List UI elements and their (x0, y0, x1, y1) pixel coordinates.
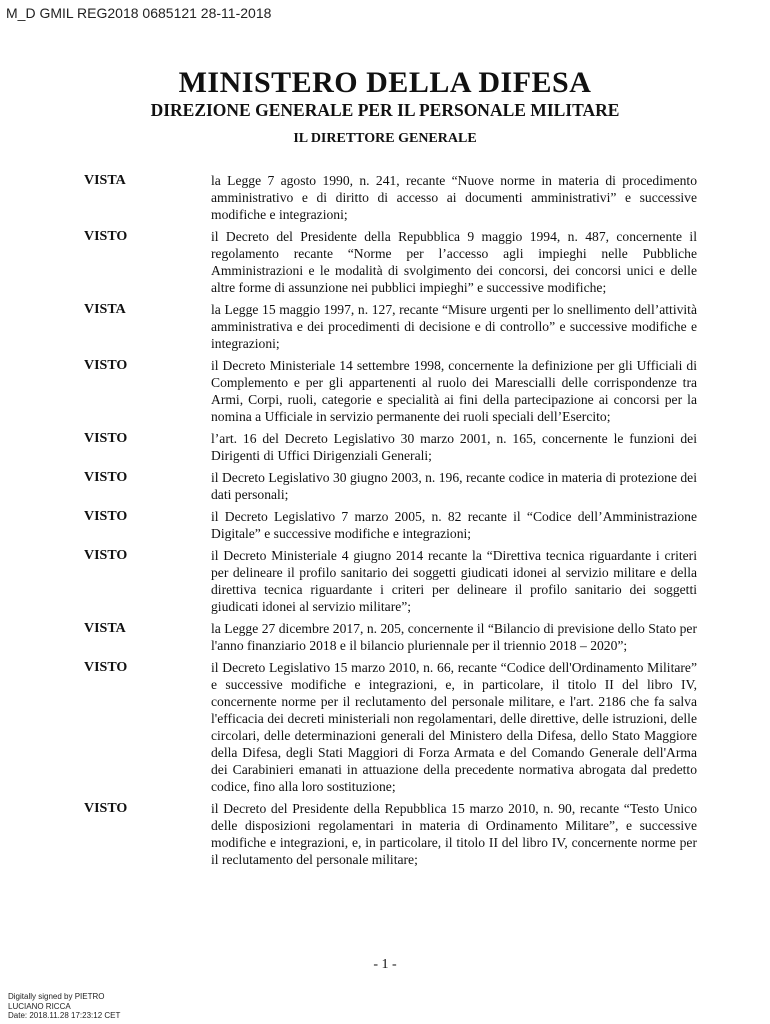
clause-text: la Legge 15 maggio 1997, n. 127, recante “Misure urgenti per lo snellimento dell’attività amministrativa e dei procedimenti di decisione e di controllo” e successive modifiche e integrazioni; (211, 302, 697, 351)
clause-label: VISTA (84, 302, 126, 317)
clause-text: il Decreto Legislativo 7 marzo 2005, n. 82 recante il “Codice dell’Amministrazione Digitale” e successive modifiche e integrazioni; (211, 509, 697, 541)
clause-item (84, 800, 697, 868)
clause-item (84, 301, 697, 352)
clause-item (84, 620, 697, 654)
clause-label: VISTO (84, 470, 128, 485)
ministry-title: MINISTERO DELLA DIFESA (178, 66, 592, 99)
clause-text: il Decreto del Presidente della Repubblica 9 maggio 1994, n. 487, concernente il regolamento recante “Norme per l’accesso agli impieghi nelle Pubbliche Amministrazioni e le modalità di svolgimento dei concorsi, dei concorsi unici e delle altre forme di assunzione nei pubblici impieghi” e successive modifiche; (211, 229, 697, 295)
clause-label: VISTA (84, 173, 126, 188)
clause-text: il Decreto Ministeriale 4 giugno 2014 recante la “Direttiva tecnica riguardante i criteri per delineare il profilo sanitario dei soggetti giudicati idonei al servizio militare e della direttiva tecnica riguardante i criteri per delineare il profilo sanitario dei soggetti giudicati idonei al servizio militare”; (211, 548, 697, 614)
clause-label: VISTO (84, 431, 128, 446)
clause-item (84, 547, 697, 615)
signature-line: Date: 2018.11.28 17:23:12 CET (8, 1011, 121, 1020)
clause-label: VISTO (84, 358, 128, 373)
clause-label: VISTO (84, 229, 128, 244)
clause-item (84, 357, 697, 425)
clause-label: VISTO (84, 548, 128, 563)
clause-text: l’art. 16 del Decreto Legislativo 30 marzo 2001, n. 165, concernente le funzioni dei Dirigenti di Uffici Dirigenziali Generali; (211, 431, 697, 463)
clause-item (84, 659, 697, 795)
directorate-title: DIREZIONE GENERALE PER IL PERSONALE MILITARE (150, 100, 620, 120)
signature-line: LUCIANO RICCA (8, 1001, 71, 1011)
clause-text: il Decreto Ministeriale 14 settembre 1998, concernente la definizione per gli Ufficiali di Complemento e per gli appartenenti al ruolo dei Marescialli delle corrispondenze tra Armi, Corpi, ruoli, categorie e specialità ai fini della partecipazione ai concorsi per la nomina a Ufficiale in servizio permanente dei ruoli speciali dell’Esercito; (211, 358, 697, 424)
page-number: - 1 - (373, 957, 397, 972)
clause-text: il Decreto Legislativo 15 marzo 2010, n. 66, recante “Codice dell'Ordinamento Militare” e successive modifiche e integrazioni, e, in particolare, il titolo II del libro IV, concernente norme per il reclutamento del personale militare, e l'art. 2186 che fa salva l'efficacia dei decreti ministeriali non regolamentari, delle direttive, delle istruzioni, delle circolari, delle determinazioni generali del Ministero della Difesa, dello Stato Maggiore della Difesa, degli Stati Maggiori di Forza Armata e del Comando Generale dell'Arma dei Carabinieri emanati in attuazione della precedente normativa abrogata dal predetto codice, fino alla loro sostituzione; (211, 660, 697, 794)
clause-item (84, 172, 697, 223)
clause-item (84, 430, 697, 464)
clause-label: VISTO (84, 660, 128, 675)
clause-text: il Decreto del Presidente della Repubblica 15 marzo 2010, n. 90, recante “Testo Unico delle disposizioni regolamentari in materia di Ordinamento Militare”, e successive modifiche e integrazioni, e, in particolare, il titolo II del libro IV, concernente norme per il reclutamento del personale militare; (211, 801, 697, 867)
digital-signature (8, 992, 120, 1021)
signature-line: Digitally signed by PIETRO (8, 992, 105, 1001)
clause-item (84, 228, 697, 296)
clause-text: la Legge 7 agosto 1990, n. 241, recante “Nuove norme in materia di procedimento amministrativo e di diritto di accesso ai documenti amministrativi” e successive modifiche e integrazioni; (211, 173, 697, 222)
clause-label: VISTO (84, 801, 128, 816)
clause-label: VISTA (84, 621, 126, 636)
clause-text: il Decreto Legislativo 30 giugno 2003, n. 196, recante codice in materia di protezione dei dati personali; (211, 470, 697, 502)
clause-item (84, 469, 697, 503)
clauses-list (84, 172, 697, 873)
director-heading: IL DIRETTORE GENERALE (293, 131, 477, 146)
clause-label: VISTO (84, 509, 128, 524)
clause-text: la Legge 27 dicembre 2017, n. 205, concernente il “Bilancio di previsione dello Stato per l'anno finanziario 2018 e il bilancio pluriennale per il triennio 2018 – 2020”; (211, 621, 697, 653)
clause-item (84, 508, 697, 542)
protocol-number: M_D GMIL REG2018 0685121 28-11-2018 (6, 5, 272, 21)
